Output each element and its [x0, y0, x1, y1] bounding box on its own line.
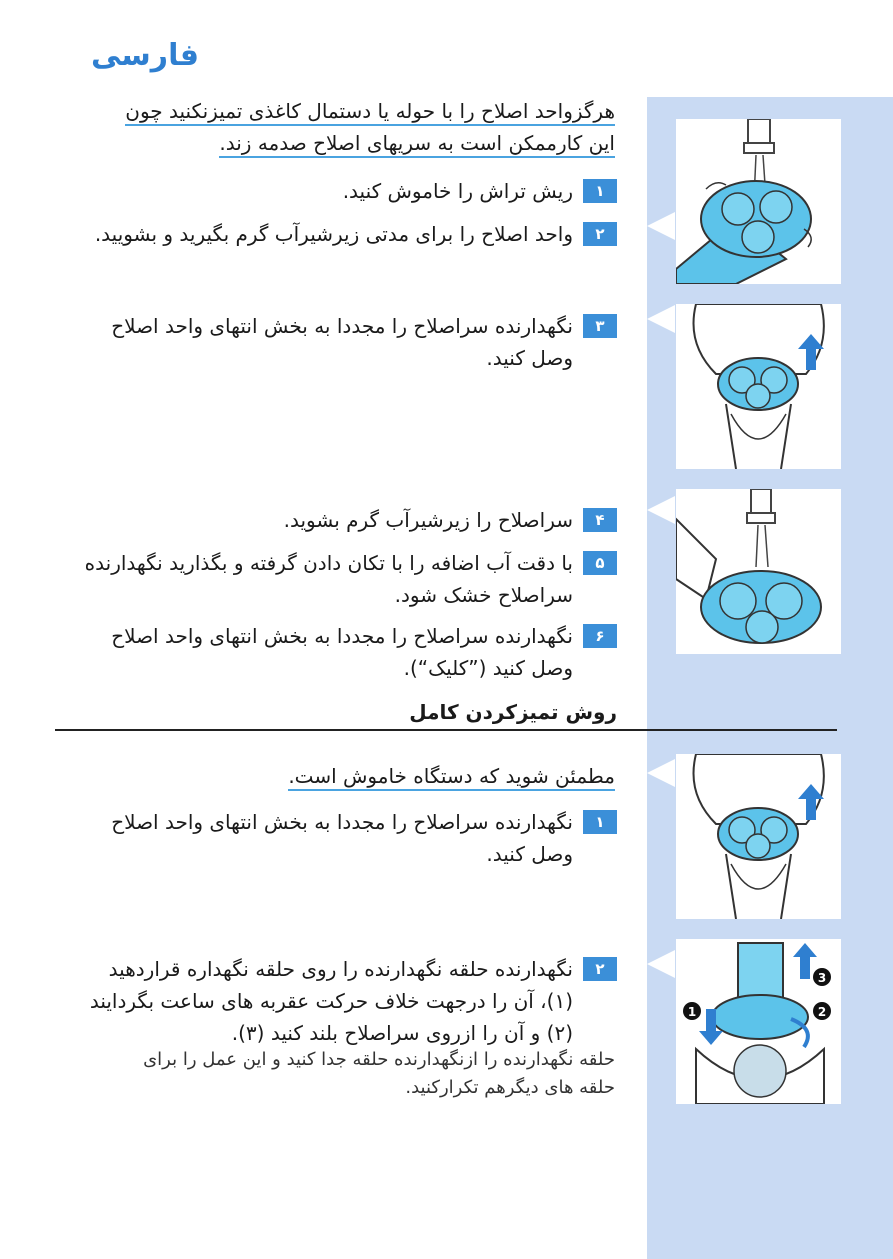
rinse-holder-illustration [676, 489, 841, 654]
intro-line: مطمئن شوید که دستگاه خاموش است. [288, 764, 615, 791]
step-number: ۲ [583, 957, 617, 981]
step-text-line-1: نگهدارنده سراصلاح را مجددا به بخش انتهای واحد اصلاح [111, 314, 573, 338]
step-text: واحد اصلاح را برای مدتی زیرشیرآب گرم بگیرید و بشویید. [94, 222, 573, 246]
step-a2 [37, 218, 617, 250]
section-title: روش تمیزکردن کامل [409, 700, 617, 724]
retaining-ring-illustration [676, 939, 841, 1104]
step-a1 [57, 175, 617, 207]
step-text-line-2: (۱)، آن را درجهت خلاف حرکت عقربه های ساعت بگردایند [89, 989, 573, 1013]
step-text-line-1: با دقت آب اضافه را با تکان دادن گرفته و بگذارید نگهدارنده [84, 551, 573, 575]
callout-pointer [647, 305, 675, 333]
step-text: سراصلاح را زیرشیرآب گرم بشوید. [283, 508, 573, 532]
attach-holder-illustration [676, 304, 841, 469]
step-text-line-2: وصل کنید (”کلیک“). [403, 656, 573, 680]
note-line-1: حلقه نگهدارنده را ازنگهدارنده حلقه جدا کنید و این عمل را برای [143, 1049, 615, 1070]
step-text-line-2: وصل کنید. [486, 346, 573, 370]
step-text-line-3: (۲) و آن را ازروی سراصلاح بلند کنید (۳). [231, 1021, 573, 1045]
attach-holder-illustration-2 [676, 754, 841, 919]
warning-line-2: این کارممکن است به سریهای اصلاح صدمه زند. [219, 131, 615, 158]
callout-pointer [647, 950, 675, 978]
step-text: ریش تراش را خاموش کنید. [342, 179, 573, 203]
step-text-line-1: نگهدارنده سراصلاح را مجددا به بخش انتهای واحد اصلاح [111, 624, 573, 648]
step-b1 [57, 806, 617, 870]
section-divider [55, 729, 837, 731]
step-number: ۱ [583, 810, 617, 834]
step-a4 [57, 504, 617, 536]
step-a6 [57, 620, 617, 684]
callout-3: 3 [817, 971, 827, 985]
step-text-line-1: نگهدارنده سراصلاح را مجددا به بخش انتهای واحد اصلاح [111, 810, 573, 834]
step-number: ۴ [583, 508, 617, 532]
callout-pointer [647, 759, 675, 787]
step-text-line-2: سراصلاح خشک شود. [394, 583, 573, 607]
callout-1: 1 [687, 1005, 697, 1019]
warning-text [55, 95, 615, 159]
step-a3 [57, 310, 617, 374]
step-number: ۳ [583, 314, 617, 338]
callout-pointer [647, 212, 675, 240]
callout-2: 2 [817, 1005, 827, 1019]
rinse-shaver-illustration [676, 119, 841, 284]
step-text-line-2: وصل کنید. [486, 842, 573, 866]
intro-text [55, 760, 615, 792]
step-number: ۱ [583, 179, 617, 203]
callout-pointer [647, 496, 675, 524]
step-number: ۵ [583, 551, 617, 575]
note-text [55, 1046, 615, 1102]
language-heading: فارسی [90, 38, 199, 73]
step-text-line-1: نگهدارنده حلقه نگهدارنده را روی حلقه نگهداره قراردهید [108, 957, 573, 981]
step-number: ۲ [583, 222, 617, 246]
warning-line-1: هرگزواحد اصلاح را با حوله یا دستمال کاغذی تمیزنکنید چون [125, 99, 615, 126]
step-b2 [57, 953, 617, 1049]
note-line-2: حلقه های دیگرهم تکرارکنید. [405, 1077, 615, 1098]
step-number: ۶ [583, 624, 617, 648]
step-a5 [37, 547, 617, 611]
